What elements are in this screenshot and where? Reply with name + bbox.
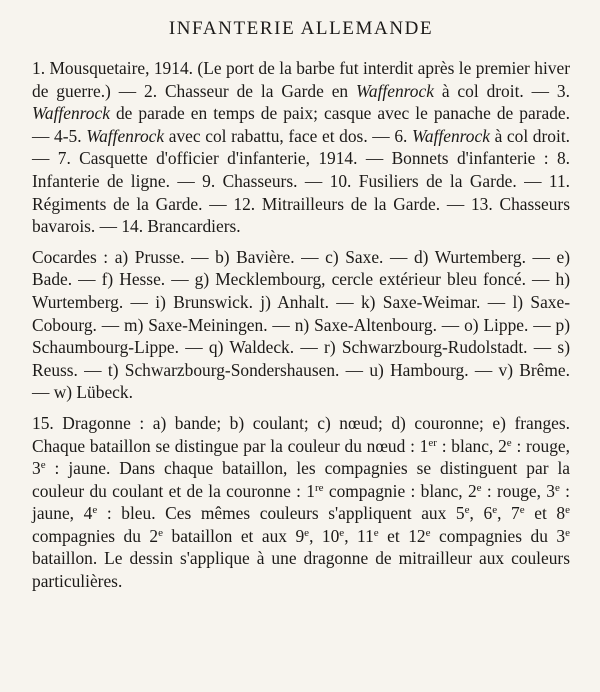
text-run: de parade en temps de paix; casque avec le panache de parade. — 4-5. <box>32 103 570 146</box>
ordinal-suffix: e <box>506 436 512 449</box>
text-run: à col droit. — 7. Casquette d'officier d'infanterie, 1914. — Bonnets d'infanterie : 8. Infanterie de ligne. — 9. Chasseurs. — 10. Fusiliers de la Garde. — 11. Régiments de la Garde. — 12. Mitrailleurs de la Garde. — 13. Chasseurs bavarois. — 14. Brancardiers. <box>32 125 571 237</box>
text-run: , 7 <box>497 503 520 524</box>
text-run: , 11 <box>344 525 374 546</box>
ordinal-suffix: e <box>92 504 98 517</box>
text-run: 15. Dragonne : a) bande; b) coulant; c) nœud; d) couronne; e) franges. Chaque bataillon se distingue par la couleur du nœud : 1 <box>32 412 570 456</box>
text-run: , 10 <box>309 525 340 546</box>
text-run: avec col rabattu, face et dos. — 6. <box>164 125 413 146</box>
text-run: compagnie : blanc, 2 <box>323 480 477 501</box>
ordinal-suffix: e <box>519 504 525 517</box>
ordinal-suffix: e <box>492 504 498 517</box>
italic-term: Waffenrock <box>356 80 434 101</box>
text-run: : rouge, 3 <box>481 480 555 501</box>
text-run: bataillon. Le dessin s'applique à une dragonne de mitrailleur aux couleurs particulières. <box>32 548 570 592</box>
text-run: , 6 <box>469 503 493 524</box>
italic-term: Waffenrock <box>32 103 110 124</box>
page-title: INFANTERIE ALLEMANDE <box>168 18 434 39</box>
text-run: Cocardes : a) Prusse. — b) Bavière. — c) Saxe. — d) Wurtemberg. — e) Bade. — f) Hesse. — g) Mecklembourg, cercle extérieur bleu foncé. — h) Wurtemberg. — i) Brunswick. j) Anhalt. — k) Saxe-Weimar. — l) Saxe-Cobourg. — m) Saxe-Meiningen. — n) Saxe-Altenbourg. — o) Lippe. — p) Schaumbourg-Lippe. — q) Waldeck. — r) Schwarzbourg-Rudolstadt. — s) Reuss. — t) Schwarzbourg-Sondershausen. — u) Hambourg. — v) Brême. — w) Lübeck. <box>32 246 570 403</box>
text-run: et 12 <box>378 525 426 546</box>
document-body <box>32 57 570 593</box>
ordinal-suffix: e <box>565 526 570 539</box>
text-run: compagnies du 2 <box>32 525 159 546</box>
ordinal-suffix: er <box>428 436 437 449</box>
ordinal-suffix: e <box>158 526 164 539</box>
text-run: : jaune. Dans chaque bataillon, les compagnies se distinguent par la couleur du coulant et de la couronne : 1 <box>32 458 570 501</box>
ordinal-suffix: e <box>554 481 560 494</box>
text-run: : blanc, 2 <box>436 435 507 456</box>
text-run: compagnies du 3 <box>430 525 566 546</box>
paragraph-cocardes <box>32 246 570 404</box>
italic-term: Waffenrock <box>86 125 165 146</box>
ordinal-suffix: e <box>464 504 470 517</box>
paragraph-uniforms <box>32 57 570 238</box>
text-run: et 8 <box>524 503 566 524</box>
ordinal-suffix: e <box>425 526 431 539</box>
ordinal-suffix: e <box>304 526 310 539</box>
text-run: à col droit. — 3. <box>433 80 570 101</box>
text-run: : jaune, 4 <box>32 480 570 524</box>
ordinal-suffix: e <box>339 526 345 539</box>
text-run: bataillon et aux 9 <box>163 525 305 546</box>
ordinal-suffix: re <box>315 481 324 494</box>
text-run: : bleu. Ces mêmes couleurs s'appliquent aux 5 <box>97 503 465 524</box>
ordinal-suffix: e <box>40 459 46 472</box>
text-run: : rouge, 3 <box>32 435 570 479</box>
paragraph-dragonne <box>32 412 570 593</box>
ordinal-suffix: e <box>373 526 379 539</box>
text-run: 1. Mousquetaire, 1914. (Le port de la barbe fut interdit après le premier hiver de guerre.) — 2. Chasseur de la Garde en <box>32 58 570 101</box>
ordinal-suffix: e <box>565 504 571 517</box>
ordinal-suffix: e <box>476 481 482 494</box>
italic-term: Waffenrock <box>412 125 490 146</box>
